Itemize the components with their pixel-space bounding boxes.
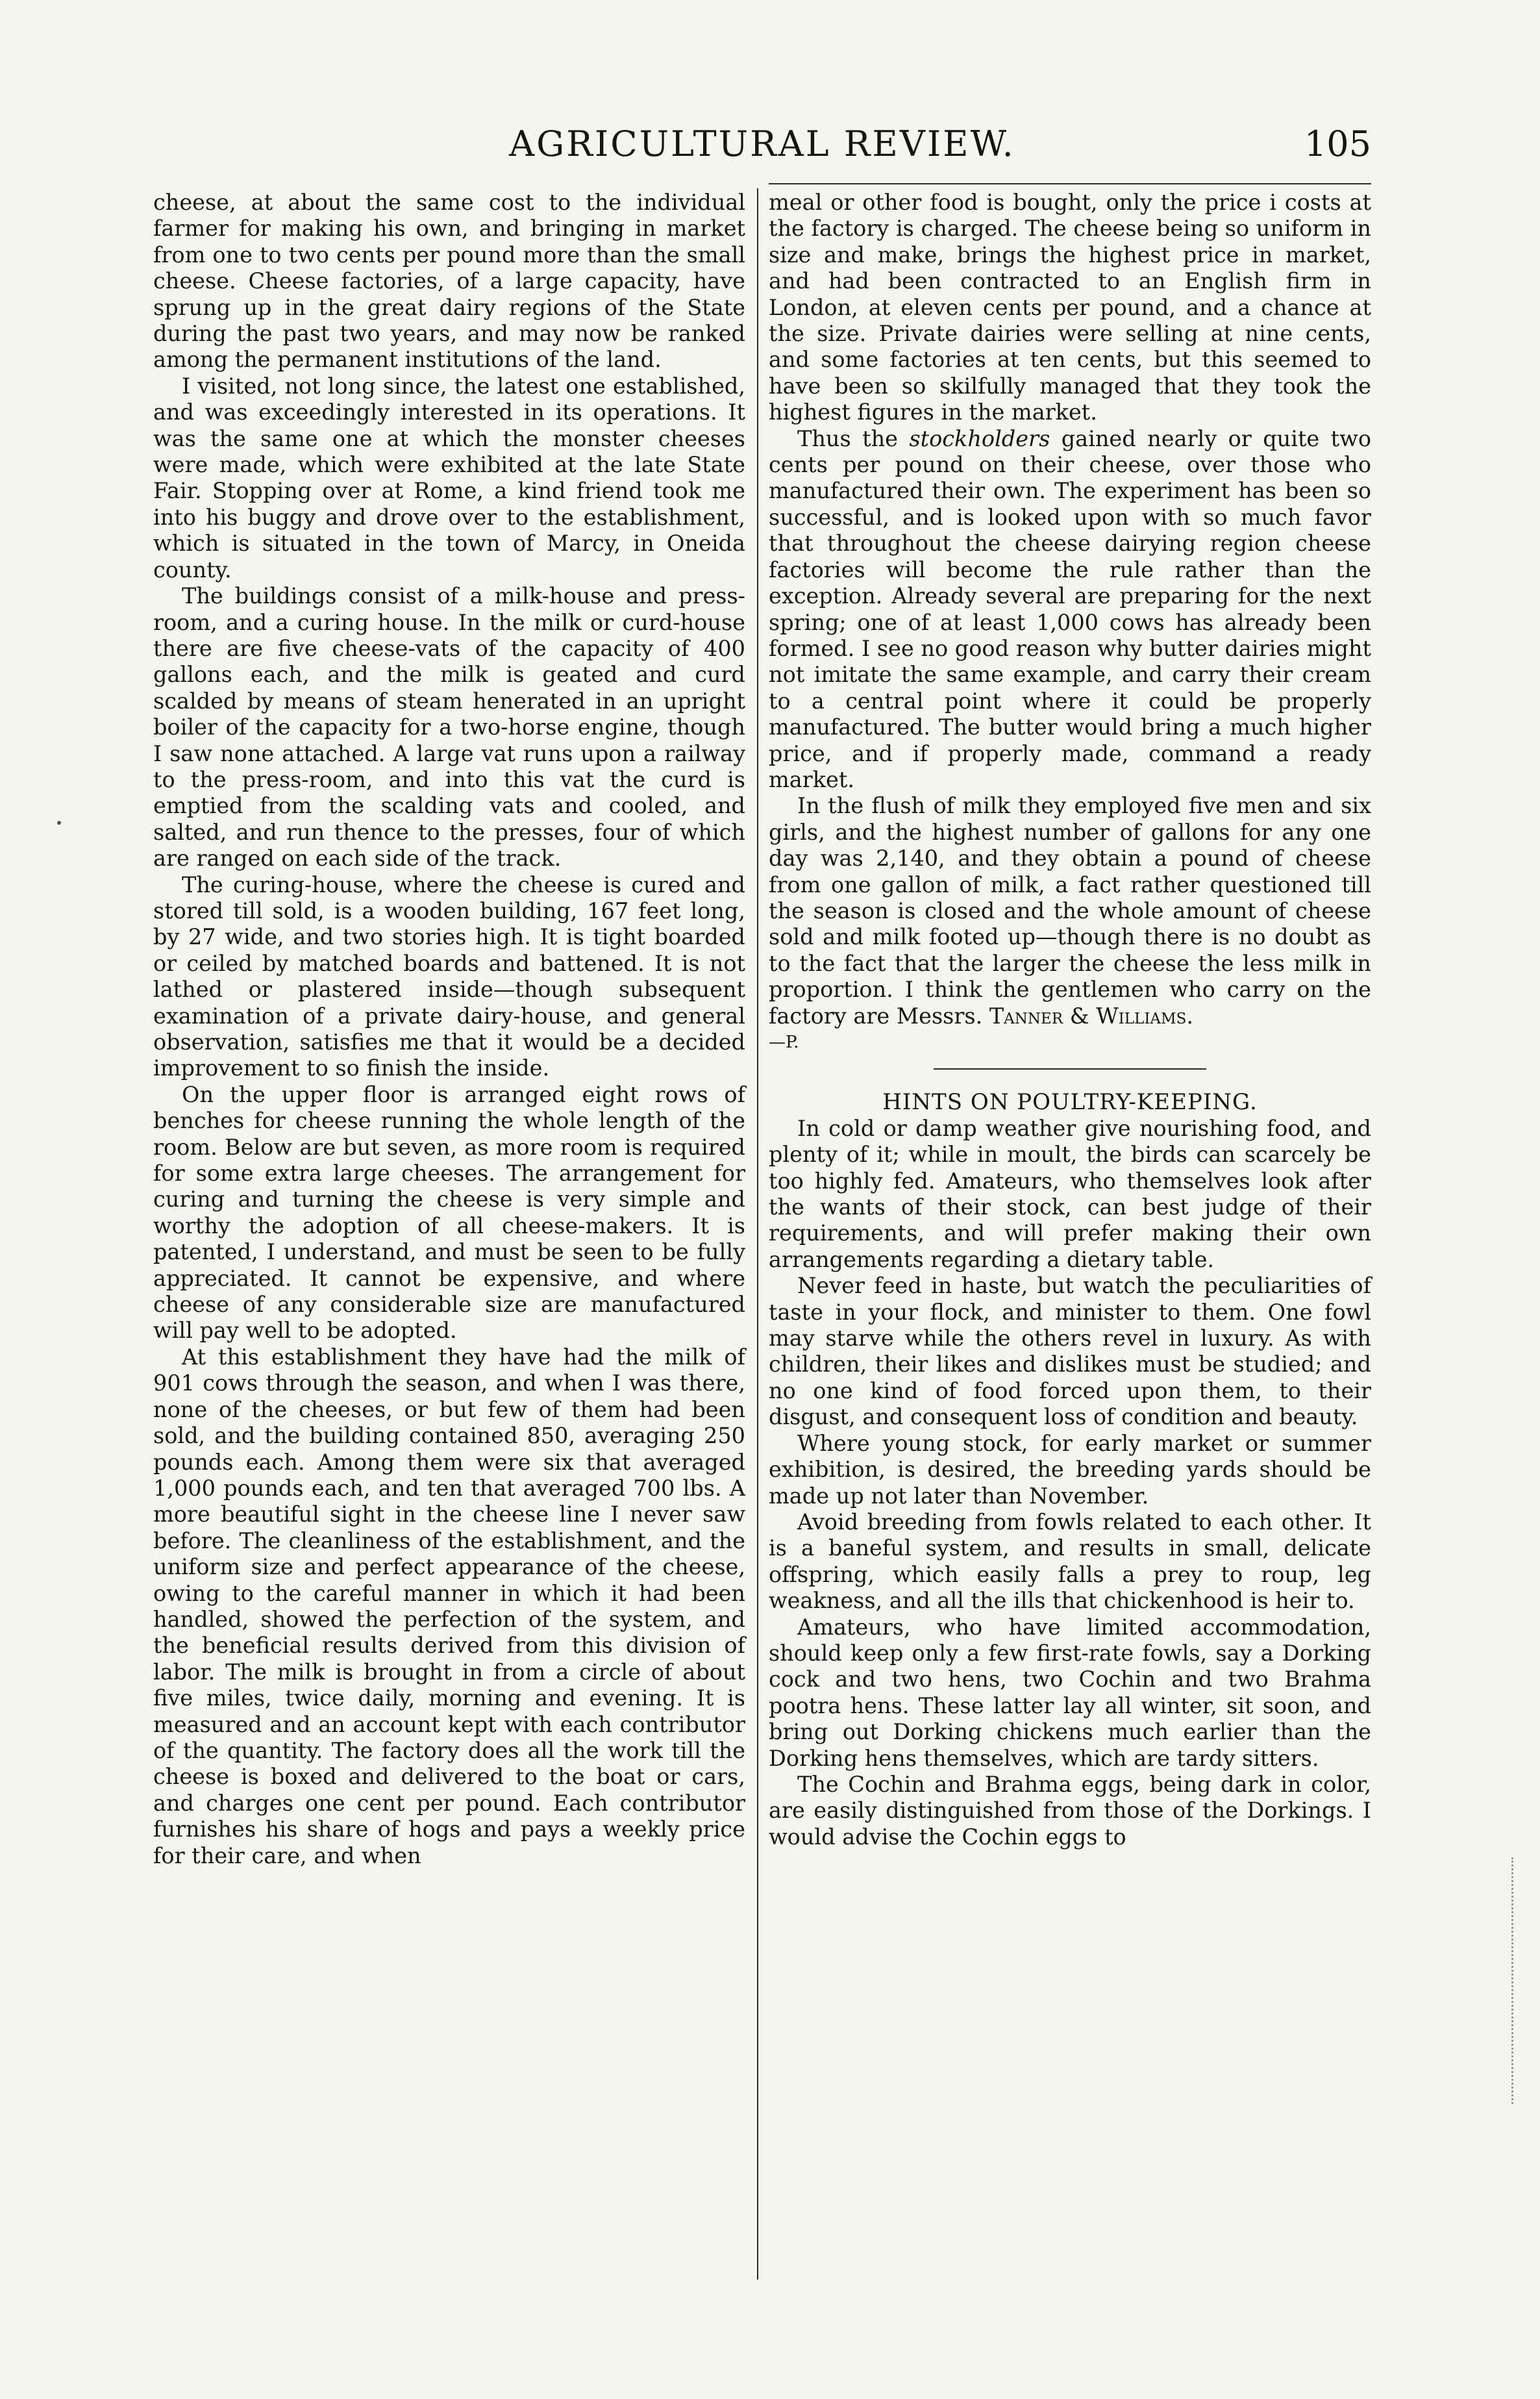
running-title: AGRICULTURAL REVIEW. bbox=[509, 123, 1015, 164]
margin-binding-marks bbox=[1511, 1857, 1520, 2104]
paragraph: In cold or damp weather give nourishing food, and plenty of it; while in moult, the birds can scarcely be too highly fed. Amateurs, who themselves look after the wants of their stock, can best judge of their requirements, and will prefer making their own arrangements regarding a dietary table. bbox=[769, 1115, 1371, 1272]
paragraph: Amateurs, who have limited accommodation, should keep only a few first-rate fowls, say a Dorking cock and two hens, two Cochin and two Brahma pootra hens. These latter lay all winter, sit soon, and bring out Dorking chickens much earlier than the Dorking hens themselves, which are tardy sitters. bbox=[769, 1614, 1371, 1771]
margin-mark bbox=[57, 821, 61, 825]
page-header bbox=[153, 123, 1371, 169]
emphasis-stockholders: stockholders bbox=[909, 425, 1050, 451]
paragraph-text: gained nearly or quite two cents per pound on their cheese, over those who manufactured their own. The experiment has been so successful, and is looked upon with so much favor that throughout the cheese dairying region cheese factories will become the rule rather than the exception. Already several are preparing for the next spring; one of at least 1,000 cows has already been formed. I see no good reason why butter dairies might not imitate the same example, and carry their cream to a central point where it could be properly manufactured. The butter would bring a much higher price, and if properly made, command a ready market. bbox=[769, 425, 1371, 792]
section-heading: HINTS ON POULTRY-KEEPING. bbox=[882, 1089, 1258, 1116]
paragraph: cheese, at about the same cost to the individual farmer for making his own, and bringing in market from one to two cents per pound more than the small cheese. Cheese factories, of a large capacity, have sprung up in the great dairy regions of the State during the past two years, and may now be ranked among the permanent institutions of the land. bbox=[153, 190, 745, 373]
column-divider bbox=[757, 188, 758, 2280]
paragraph: I visited, not long since, the latest one established, and was exceedingly interested in its operations. It was the same one at which the monster cheeses were made, which were exhibited at the late State Fair. Stopping over at Rome, a kind friend took me into his buggy and drove over to the establishment, which is situated in the town of Marcy, in Oneida county. bbox=[153, 373, 745, 583]
paragraph-text: Thus the bbox=[797, 425, 910, 451]
right-column bbox=[769, 190, 1371, 1850]
column-top-rule bbox=[769, 183, 1371, 184]
paragraph: On the upper floor is arranged eight rows of benches for cheese running the whole length of the room. Below are but seven, as more room is required for some extra large cheeses. The arrangement for curing and turning the cheese is very simple and worthy the adoption of all cheese-makers. It is patented, I understand, and must be seen to be fully appreciated. It cannot be expensive, and where cheese of any considerable size are manufactured will pay well to be adopted. bbox=[153, 1081, 745, 1344]
paragraph: The Cochin and Brahma eggs, being dark in color, are easily distinguished from those of the Dorkings. I would advise the Cochin eggs to bbox=[769, 1771, 1371, 1850]
page-number: 105 bbox=[1304, 123, 1371, 164]
left-column bbox=[153, 190, 745, 1869]
section-separator bbox=[934, 1068, 1206, 1070]
paragraph-text: In the flush of milk they employed five men and six girls, and the highest number of gallons for any one day was 2,140, and they obtain a pound of cheese from one gallon of milk, a fact rather questioned till the season is closed and the whole amount of cheese sold and milk footed up—though there is no doubt as to the fact that the larger the cheese the less milk in proportion. I think the gentlemen who carry on the factory are Messrs. bbox=[769, 793, 1371, 1029]
paragraph: Never feed in haste, but watch the peculiarities of taste in your flock, and minister to them. One fowl may starve while the others revel in luxury. As with children, their likes and dislikes must be studied; and no one kind of food forced upon them, to their disgust, and consequent loss of condition and beauty. bbox=[769, 1273, 1371, 1430]
paragraph bbox=[769, 426, 1371, 794]
paragraph: At this establishment they have had the milk of 901 cows through the season, and when I was there, none of the cheeses, or but few of them had been sold, and the building contained 850, averaging 250 pounds each. Among them were six that averaged 1,000 pounds each, and ten that averaged 700 lbs. A more beautiful sight in the cheese line I never saw before. The cleanliness of the establishment, and the uniform size and perfect appearance of the cheese, owing to the careful manner in which it had been handled, showed the perfection of the system, and the beneficial results derived from this division of labor. The milk is brought in from a circle of about five miles, twice daily, morning and evening. It is measured and an account kept with each contributor of the quantity. The factory does all the work till the cheese is boxed and delivered to the boat or cars, and charges one cent per pound. Each contributor furnishes his share of hogs and pays a weekly price for their care, and when bbox=[153, 1344, 745, 1868]
author-names: Tanner & Williams. bbox=[989, 1003, 1193, 1029]
signature: —P. bbox=[769, 1033, 799, 1052]
paragraph: The curing-house, where the cheese is cured and stored till sold, is a wooden building, 167 feet long, by 27 wide, and two stories high. It is tight boarded or ceiled by matched boards and battened. It is not lathed or plastered inside—though subsequent examination of a private dairy-house, and general observation, satisfies me that it would be a decided improvement to so finish the inside. bbox=[153, 872, 745, 1081]
paragraph bbox=[769, 793, 1371, 1029]
paragraph: Avoid breeding from fowls related to each other. It is a baneful system, and results in small, delicate offspring, which easily falls a prey to roup, leg weakness, and all the ills that chickenhood is heir to. bbox=[769, 1509, 1371, 1614]
paragraph: meal or other food is bought, only the price i costs at the factory is charged. The cheese being so uniform in size and make, brings the highest price in market, and had been contracted to an English firm in London, at eleven cents per pound, and a chance at the size. Private dairies were selling at nine cents, and some factories at ten cents, but this seemed to have been so skilfully managed that they took the highest figures in the market. bbox=[769, 190, 1371, 425]
paragraph: Where young stock, for early market or summer exhibition, is desired, the breeding yards should be made up not later than November. bbox=[769, 1430, 1371, 1509]
paragraph: The buildings consist of a milk-house and press-room, and a curing house. In the milk or curd-house there are five cheese-vats of the capacity of 400 gallons each, and the milk is geated and curd scalded by means of steam henerated in an upright boiler of the capacity for a two-horse engine, though I saw none attached. A large vat runs upon a railway to the press-room, and into this vat the curd is emptied from the scalding vats and cooled, and salted, and run thence to the presses, four of which are ranged on each side of the track. bbox=[153, 583, 745, 872]
